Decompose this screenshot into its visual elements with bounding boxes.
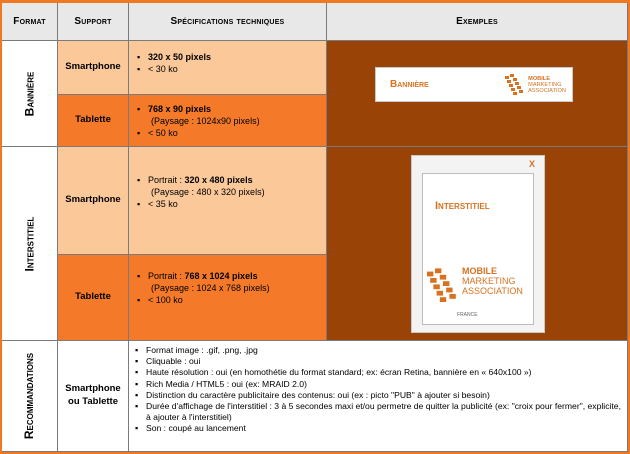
banner-tablet-device: Tablette — [58, 95, 129, 147]
reco-device-line2: ou Tablette — [68, 396, 118, 407]
mma-small-line1: MOBILE — [528, 75, 550, 82]
mma-large-line1: MOBILE — [462, 266, 497, 276]
header-examples: Exemples — [327, 3, 628, 41]
banner-smartphone-specs — [129, 41, 327, 95]
reco-item-distinction: ▪ Distinction du caractère publicitaire des contenus: oui (ex : picto "PUB" à ajouter si besoin) — [135, 390, 621, 401]
banner-ad-label: Bannière — [390, 79, 429, 90]
interstitial-smartphone-specs — [129, 147, 327, 255]
interstitial-tablet-device: Tablette — [58, 255, 129, 341]
section-banner — [2, 41, 58, 147]
mma-large-country: FRANCE — [457, 312, 478, 318]
mma-small-line2: MARKETING — [528, 81, 562, 88]
banner-ad-preview — [375, 67, 573, 102]
reco-item-resolution: ▪ Haute résolution : oui (en homothétie du format standard; ex: écran Retina, bannière en « 640x100 ») — [135, 367, 621, 378]
mma-logo-small — [505, 74, 566, 96]
section-banner-label: Bannière — [22, 71, 37, 116]
spec-table-frame — [2, 3, 628, 452]
mma-logo-large-icon — [427, 266, 459, 306]
reco-item-sound: ▪ Son : coupé au lancement — [135, 423, 621, 434]
spec-table — [2, 3, 628, 452]
interstitial-tablet-weight: ▪ < 100 ko — [137, 294, 320, 306]
banner-tablet-specs — [129, 95, 327, 147]
banner-tablet-weight: ▪ < 50 ko — [137, 127, 320, 139]
interstitial-smartphone-landscape: (Paysage : 480 x 320 pixels) — [151, 187, 265, 197]
close-icon: X — [528, 159, 535, 169]
reco-item-clickable: ▪ Cliquable : oui — [135, 356, 621, 367]
interstitial-smartphone-weight: ▪ < 35 ko — [137, 198, 320, 210]
interstitial-ad-inner — [422, 173, 534, 325]
reco-list-cell — [129, 341, 628, 452]
interstitial-ad-preview — [411, 155, 545, 333]
interstitial-tablet-specs — [129, 255, 327, 341]
interstitial-smartphone-portrait-label: Portrait : — [148, 175, 185, 185]
header-specs: Spécifications techniques — [129, 3, 327, 41]
header-format: Format — [2, 3, 58, 41]
banner-example-panel — [327, 41, 628, 147]
reco-item-richmedia: ▪ Rich Media / HTML5 : oui (ex: MRAID 2.0) — [135, 379, 621, 390]
section-interstitial-label: Interstitiel — [22, 216, 37, 271]
interstitial-tablet-portrait-size: 768 x 1024 pixels — [184, 271, 258, 281]
mma-logo-icon — [505, 74, 525, 96]
interstitial-smartphone-portrait-size: 320 x 480 pixels — [184, 175, 253, 185]
mma-logo-large — [427, 266, 523, 318]
interstitial-example-panel — [327, 147, 628, 341]
reco-item-format: ▪ Format image : .gif, .png, .jpg — [135, 345, 621, 356]
banner-tablet-size: 768 x 90 pixels — [148, 104, 212, 114]
interstitial-tablet-portrait-label: Portrait : — [148, 271, 185, 281]
interstitial-ad-label: Interstitiel — [435, 200, 490, 212]
banner-smartphone-weight: ▪ < 30 ko — [137, 63, 320, 75]
header-support: Support — [58, 3, 129, 41]
section-interstitial — [2, 147, 58, 341]
mma-large-line2: MARKETING — [462, 276, 516, 286]
section-recommendations — [2, 341, 58, 452]
interstitial-tablet-landscape: (Paysage : 1024 x 768 pixels) — [151, 283, 270, 293]
section-recommendations-label: Recommandations — [22, 352, 37, 440]
banner-smartphone-size: 320 x 50 pixels — [148, 52, 212, 62]
mma-small-line3: ASSOCIATION — [528, 87, 566, 94]
banner-tablet-landscape: (Paysage : 1024x90 pixels) — [151, 116, 260, 126]
reco-list — [135, 345, 621, 435]
interstitial-smartphone-device: Smartphone — [58, 147, 129, 255]
reco-device — [58, 341, 129, 452]
reco-device-line1: Smartphone — [65, 383, 121, 395]
mma-large-line3: ASSOCIATION — [462, 286, 523, 296]
reco-item-duration: ▪ Durée d'affichage de l'interstitiel : 3 à 5 secondes maxi et/ou permetre de quitter la publicité (ex: "croix pour fermer", explicite, à ajouter à l'interstitiel) — [135, 401, 621, 423]
banner-smartphone-device: Smartphone — [58, 41, 129, 95]
